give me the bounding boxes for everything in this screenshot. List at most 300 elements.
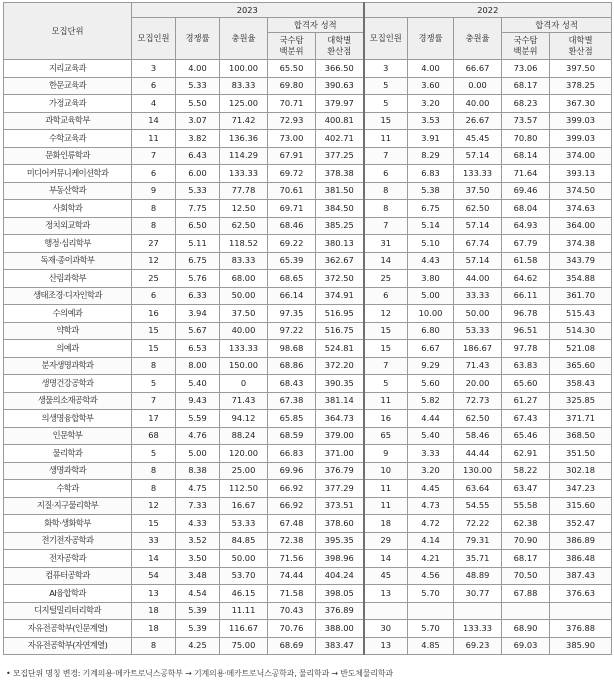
cell-converted-2022: 376.63 [550, 585, 612, 603]
cell-quota-2022: 5 [364, 375, 408, 393]
cell-quota-2023: 18 [132, 602, 176, 620]
table-row [4, 60, 612, 78]
cell-fill-rate-2023: 11.11 [220, 602, 268, 620]
cell-percentile-2023: 71.56 [268, 550, 316, 568]
cell-percentile-2023: 66.92 [268, 480, 316, 498]
cell-ratio-2023: 6.53 [176, 340, 220, 358]
cell-ratio-2022: 8.29 [408, 147, 454, 165]
cell-ratio-2022: 4.00 [408, 60, 454, 78]
cell-quota-2022: 25 [364, 270, 408, 288]
cell-ratio-2022: 9.29 [408, 357, 454, 375]
cell-fill-rate-2022: 0.00 [454, 77, 502, 95]
cell-unit: 컴퓨터공학과 [4, 567, 132, 585]
cell-percentile-2022: 64.93 [502, 217, 550, 235]
cell-percentile-2023: 97.35 [268, 305, 316, 323]
cell-unit: 과학교육학부 [4, 112, 132, 130]
cell-unit: 문화인류학과 [4, 147, 132, 165]
header-converted-2022: 대학별 환산점 [550, 33, 612, 60]
cell-converted-2022: 358.43 [550, 375, 612, 393]
cell-fill-rate-2023: 50.00 [220, 550, 268, 568]
cell-quota-2023: 7 [132, 147, 176, 165]
cell-ratio-2022: 3.33 [408, 445, 454, 463]
cell-fill-rate-2022: 54.55 [454, 497, 502, 515]
cell-converted-2022: 521.08 [550, 340, 612, 358]
cell-fill-rate-2023: 84.85 [220, 532, 268, 550]
cell-percentile-2023: 68.65 [268, 270, 316, 288]
cell-quota-2023: 6 [132, 287, 176, 305]
table-row [4, 200, 612, 218]
cell-ratio-2023: 5.11 [176, 235, 220, 253]
cell-unit: 정치외교학과 [4, 217, 132, 235]
cell-unit: 화학·생화학부 [4, 515, 132, 533]
cell-quota-2022: 6 [364, 287, 408, 305]
table-row [4, 480, 612, 498]
cell-percentile-2022: 73.57 [502, 112, 550, 130]
cell-fill-rate-2022: 57.14 [454, 252, 502, 270]
cell-percentile-2022: 96.78 [502, 305, 550, 323]
cell-percentile-2022: 61.58 [502, 252, 550, 270]
cell-quota-2023: 7 [132, 392, 176, 410]
cell-ratio-2023: 3.82 [176, 130, 220, 148]
cell-converted-2022: 351.50 [550, 445, 612, 463]
cell-ratio-2023: 3.52 [176, 532, 220, 550]
cell-converted-2023: 398.05 [316, 585, 364, 603]
footnote: • 모집단위 명칭 변경: 기계의용·메카트로닉스공학부 → 기계의용·메카트로닉스공학과, 물리학과 → 반도체물리학과 [6, 669, 393, 678]
cell-ratio-2023: 4.25 [176, 637, 220, 655]
cell-converted-2022: 354.88 [550, 270, 612, 288]
cell-percentile-2023: 69.71 [268, 200, 316, 218]
cell-fill-rate-2022: 72.73 [454, 392, 502, 410]
cell-converted-2023: 362.67 [316, 252, 364, 270]
cell-quota-2023: 8 [132, 462, 176, 480]
cell-fill-rate-2023: 53.70 [220, 567, 268, 585]
cell-percentile-2023: 67.91 [268, 147, 316, 165]
cell-ratio-2023: 5.40 [176, 375, 220, 393]
cell-fill-rate-2022: 48.89 [454, 567, 502, 585]
cell-converted-2023: 381.50 [316, 182, 364, 200]
cell-ratio-2023: 7.33 [176, 497, 220, 515]
cell-fill-rate-2023: 125.00 [220, 95, 268, 113]
cell-unit: 가정교육과 [4, 95, 132, 113]
cell-fill-rate-2022: 45.45 [454, 130, 502, 148]
cell-ratio-2023: 4.75 [176, 480, 220, 498]
cell-ratio-2023: 6.00 [176, 165, 220, 183]
cell-quota-2022: 9 [364, 445, 408, 463]
cell-quota-2022: 7 [364, 357, 408, 375]
header-ratio-2022: 경쟁률 [408, 18, 454, 60]
admissions-table-container [3, 2, 611, 655]
cell-percentile-2023: 68.59 [268, 427, 316, 445]
cell-ratio-2022: 5.70 [408, 585, 454, 603]
cell-unit: 산림과학부 [4, 270, 132, 288]
cell-fill-rate-2023: 50.00 [220, 287, 268, 305]
cell-unit: 미디어커뮤니케이션학과 [4, 165, 132, 183]
cell-ratio-2023: 4.54 [176, 585, 220, 603]
cell-fill-rate-2023: 53.33 [220, 515, 268, 533]
cell-ratio-2023: 8.00 [176, 357, 220, 375]
cell-quota-2023: 3 [132, 60, 176, 78]
cell-percentile-2022: 63.47 [502, 480, 550, 498]
cell-converted-2023: 377.29 [316, 480, 364, 498]
table-row [4, 462, 612, 480]
cell-converted-2023: 516.75 [316, 322, 364, 340]
cell-converted-2022: 386.48 [550, 550, 612, 568]
cell-ratio-2023: 4.00 [176, 60, 220, 78]
cell-fill-rate-2022: 57.14 [454, 217, 502, 235]
cell-quota-2023: 6 [132, 165, 176, 183]
cell-quota-2023: 5 [132, 375, 176, 393]
table-row [4, 532, 612, 550]
cell-fill-rate-2022: 40.00 [454, 95, 502, 113]
cell-converted-2022: 368.50 [550, 427, 612, 445]
cell-percentile-2023: 66.14 [268, 287, 316, 305]
cell-converted-2023: 381.14 [316, 392, 364, 410]
cell-ratio-2022: 4.56 [408, 567, 454, 585]
cell-quota-2022: 8 [364, 200, 408, 218]
cell-ratio-2022: 5.00 [408, 287, 454, 305]
cell-quota-2022: 30 [364, 620, 408, 638]
cell-converted-2023: 377.25 [316, 147, 364, 165]
cell-ratio-2023: 5.39 [176, 602, 220, 620]
cell-ratio-2023: 5.76 [176, 270, 220, 288]
cell-quota-2023: 13 [132, 585, 176, 603]
cell-ratio-2022: 3.60 [408, 77, 454, 95]
cell-fill-rate-2023: 150.00 [220, 357, 268, 375]
cell-percentile-2022: 70.50 [502, 567, 550, 585]
cell-quota-2022: 14 [364, 550, 408, 568]
cell-unit: 자유전공학부(인문계열) [4, 620, 132, 638]
cell-unit: 수학교육과 [4, 130, 132, 148]
cell-percentile-2022: 62.91 [502, 445, 550, 463]
table-row [4, 130, 612, 148]
header-fill-rate-2022: 충원율 [454, 18, 502, 60]
cell-ratio-2022: 10.00 [408, 305, 454, 323]
cell-converted-2023: 373.51 [316, 497, 364, 515]
cell-converted-2023: 524.81 [316, 340, 364, 358]
table-row [4, 497, 612, 515]
cell-quota-2022: 11 [364, 392, 408, 410]
cell-fill-rate-2023: 16.67 [220, 497, 268, 515]
header-result-2023: 합격자 성적 [268, 18, 364, 33]
cell-fill-rate-2022: 62.50 [454, 200, 502, 218]
table-row [4, 445, 612, 463]
cell-unit: 부동산학과 [4, 182, 132, 200]
table-row [4, 375, 612, 393]
cell-percentile-2022 [502, 602, 550, 620]
cell-ratio-2023: 7.75 [176, 200, 220, 218]
header-fill-rate-2023: 충원율 [220, 18, 268, 60]
cell-quota-2023: 14 [132, 112, 176, 130]
cell-fill-rate-2023: 40.00 [220, 322, 268, 340]
cell-unit: 사회학과 [4, 200, 132, 218]
cell-converted-2022: 347.23 [550, 480, 612, 498]
cell-fill-rate-2022: 67.74 [454, 235, 502, 253]
cell-percentile-2023: 74.44 [268, 567, 316, 585]
cell-percentile-2022: 70.90 [502, 532, 550, 550]
cell-fill-rate-2023: 133.33 [220, 340, 268, 358]
cell-percentile-2023: 65.39 [268, 252, 316, 270]
cell-percentile-2023: 68.86 [268, 357, 316, 375]
header-ratio-2023: 경쟁률 [176, 18, 220, 60]
cell-quota-2022: 8 [364, 182, 408, 200]
cell-unit: 생명건강공학과 [4, 375, 132, 393]
cell-fill-rate-2023: 75.00 [220, 637, 268, 655]
cell-converted-2022: 399.03 [550, 130, 612, 148]
cell-converted-2023: 371.00 [316, 445, 364, 463]
cell-converted-2023: 400.81 [316, 112, 364, 130]
cell-percentile-2023: 66.92 [268, 497, 316, 515]
cell-converted-2022: 387.43 [550, 567, 612, 585]
cell-ratio-2022: 3.20 [408, 95, 454, 113]
cell-converted-2023: 390.63 [316, 77, 364, 95]
cell-ratio-2023: 4.33 [176, 515, 220, 533]
cell-quota-2022: 10 [364, 462, 408, 480]
table-row [4, 357, 612, 375]
cell-percentile-2022: 65.60 [502, 375, 550, 393]
cell-percentile-2023: 66.83 [268, 445, 316, 463]
cell-fill-rate-2022: 72.22 [454, 515, 502, 533]
cell-converted-2023: 404.24 [316, 567, 364, 585]
cell-ratio-2022: 3.20 [408, 462, 454, 480]
cell-converted-2022: 378.25 [550, 77, 612, 95]
cell-percentile-2022: 67.79 [502, 235, 550, 253]
cell-percentile-2022: 70.80 [502, 130, 550, 148]
table-row [4, 182, 612, 200]
cell-quota-2022: 11 [364, 497, 408, 515]
cell-unit: 독재·종이과학부 [4, 252, 132, 270]
cell-percentile-2022: 66.11 [502, 287, 550, 305]
cell-percentile-2023: 69.80 [268, 77, 316, 95]
cell-converted-2023: 372.20 [316, 357, 364, 375]
cell-converted-2022: 397.50 [550, 60, 612, 78]
cell-quota-2023: 8 [132, 357, 176, 375]
table-row [4, 515, 612, 533]
cell-fill-rate-2022: 69.23 [454, 637, 502, 655]
cell-ratio-2023: 9.43 [176, 392, 220, 410]
cell-fill-rate-2023: 88.24 [220, 427, 268, 445]
cell-converted-2022: 376.88 [550, 620, 612, 638]
cell-ratio-2022: 5.38 [408, 182, 454, 200]
cell-quota-2023: 17 [132, 410, 176, 428]
cell-unit: 지질·지구물리학부 [4, 497, 132, 515]
cell-fill-rate-2022: 133.33 [454, 620, 502, 638]
table-row [4, 165, 612, 183]
cell-percentile-2022: 68.17 [502, 77, 550, 95]
cell-converted-2023: 376.89 [316, 602, 364, 620]
cell-ratio-2022 [408, 602, 454, 620]
table-row [4, 602, 612, 620]
cell-percentile-2023: 97.22 [268, 322, 316, 340]
cell-converted-2022 [550, 602, 612, 620]
table-row [4, 637, 612, 655]
cell-converted-2023: 385.25 [316, 217, 364, 235]
cell-unit: 의생명융합학부 [4, 410, 132, 428]
cell-quota-2023: 33 [132, 532, 176, 550]
table-row [4, 392, 612, 410]
cell-quota-2022: 7 [364, 147, 408, 165]
cell-converted-2022: 361.70 [550, 287, 612, 305]
cell-quota-2023: 18 [132, 620, 176, 638]
cell-ratio-2023: 5.00 [176, 445, 220, 463]
header-percentile-2023: 국수탐 백분위 [268, 33, 316, 60]
header-year-2023: 2023 [132, 3, 364, 18]
cell-unit: 인문학부 [4, 427, 132, 445]
cell-converted-2023: 516.95 [316, 305, 364, 323]
cell-converted-2023: 366.50 [316, 60, 364, 78]
cell-unit: 전기전자공학과 [4, 532, 132, 550]
cell-fill-rate-2023: 112.50 [220, 480, 268, 498]
cell-converted-2023: 395.35 [316, 532, 364, 550]
cell-quota-2022: 15 [364, 112, 408, 130]
cell-converted-2022: 374.50 [550, 182, 612, 200]
cell-fill-rate-2022 [454, 602, 502, 620]
cell-converted-2023: 384.50 [316, 200, 364, 218]
cell-quota-2022: 11 [364, 480, 408, 498]
table-body [4, 60, 612, 655]
cell-quota-2023: 5 [132, 445, 176, 463]
cell-quota-2023: 12 [132, 252, 176, 270]
cell-percentile-2023: 69.72 [268, 165, 316, 183]
cell-percentile-2023: 72.93 [268, 112, 316, 130]
cell-unit: 생태조경·디자인학과 [4, 287, 132, 305]
cell-ratio-2022: 4.73 [408, 497, 454, 515]
table-row [4, 410, 612, 428]
cell-percentile-2022: 73.06 [502, 60, 550, 78]
cell-percentile-2023: 69.96 [268, 462, 316, 480]
cell-percentile-2023: 67.38 [268, 392, 316, 410]
cell-converted-2022: 374.63 [550, 200, 612, 218]
table-row [4, 567, 612, 585]
cell-fill-rate-2022: 53.33 [454, 322, 502, 340]
cell-converted-2022: 399.03 [550, 112, 612, 130]
cell-quota-2023: 16 [132, 305, 176, 323]
cell-quota-2022: 5 [364, 77, 408, 95]
cell-converted-2023: 379.97 [316, 95, 364, 113]
cell-fill-rate-2023: 71.42 [220, 112, 268, 130]
table-row [4, 217, 612, 235]
cell-fill-rate-2022: 30.77 [454, 585, 502, 603]
cell-quota-2022 [364, 602, 408, 620]
cell-quota-2022: 65 [364, 427, 408, 445]
cell-ratio-2023: 3.07 [176, 112, 220, 130]
cell-quota-2022: 13 [364, 637, 408, 655]
cell-fill-rate-2023: 114.29 [220, 147, 268, 165]
cell-converted-2023: 376.79 [316, 462, 364, 480]
cell-unit: 생물의소재공학과 [4, 392, 132, 410]
cell-percentile-2023: 69.22 [268, 235, 316, 253]
cell-percentile-2022: 68.23 [502, 95, 550, 113]
cell-converted-2022: 371.71 [550, 410, 612, 428]
cell-percentile-2022: 68.17 [502, 550, 550, 568]
cell-ratio-2022: 5.82 [408, 392, 454, 410]
cell-percentile-2022: 67.88 [502, 585, 550, 603]
header-quota-2023: 모집인원 [132, 18, 176, 60]
cell-unit: 분자생명과학과 [4, 357, 132, 375]
table-row [4, 340, 612, 358]
cell-converted-2022: 514.30 [550, 322, 612, 340]
cell-ratio-2023: 5.33 [176, 182, 220, 200]
cell-percentile-2022: 63.83 [502, 357, 550, 375]
cell-fill-rate-2023: 136.36 [220, 130, 268, 148]
cell-unit: 수학과 [4, 480, 132, 498]
cell-percentile-2023: 70.61 [268, 182, 316, 200]
cell-fill-rate-2022: 26.67 [454, 112, 502, 130]
table-row [4, 77, 612, 95]
cell-quota-2023: 14 [132, 550, 176, 568]
cell-converted-2022: 352.47 [550, 515, 612, 533]
cell-percentile-2023: 68.43 [268, 375, 316, 393]
cell-unit: 자유전공학부(자연계열) [4, 637, 132, 655]
cell-quota-2022: 15 [364, 322, 408, 340]
cell-percentile-2022: 71.64 [502, 165, 550, 183]
cell-unit: 의예과 [4, 340, 132, 358]
cell-ratio-2023: 6.75 [176, 252, 220, 270]
cell-fill-rate-2023: 0 [220, 375, 268, 393]
cell-fill-rate-2023: 12.50 [220, 200, 268, 218]
cell-converted-2023: 398.96 [316, 550, 364, 568]
cell-quota-2022: 11 [364, 130, 408, 148]
cell-ratio-2022: 4.85 [408, 637, 454, 655]
cell-fill-rate-2023: 83.33 [220, 77, 268, 95]
cell-percentile-2022: 96.51 [502, 322, 550, 340]
header-converted-2023: 대학별 환산점 [316, 33, 364, 60]
cell-quota-2022: 15 [364, 340, 408, 358]
cell-fill-rate-2022: 63.64 [454, 480, 502, 498]
cell-fill-rate-2022: 62.50 [454, 410, 502, 428]
cell-percentile-2022: 62.38 [502, 515, 550, 533]
cell-quota-2023: 54 [132, 567, 176, 585]
cell-ratio-2023: 4.76 [176, 427, 220, 445]
cell-fill-rate-2023: 71.43 [220, 392, 268, 410]
cell-fill-rate-2022: 44.44 [454, 445, 502, 463]
cell-fill-rate-2023: 68.00 [220, 270, 268, 288]
cell-converted-2022: 386.89 [550, 532, 612, 550]
cell-quota-2022: 12 [364, 305, 408, 323]
cell-quota-2022: 16 [364, 410, 408, 428]
cell-converted-2022: 515.43 [550, 305, 612, 323]
cell-percentile-2023: 68.69 [268, 637, 316, 655]
cell-quota-2023: 8 [132, 637, 176, 655]
cell-fill-rate-2023: 120.00 [220, 445, 268, 463]
table-row [4, 287, 612, 305]
cell-percentile-2023: 65.85 [268, 410, 316, 428]
cell-fill-rate-2023: 46.15 [220, 585, 268, 603]
cell-ratio-2022: 3.80 [408, 270, 454, 288]
cell-quota-2022: 5 [364, 95, 408, 113]
cell-converted-2022: 385.90 [550, 637, 612, 655]
cell-ratio-2023: 8.38 [176, 462, 220, 480]
cell-fill-rate-2023: 94.12 [220, 410, 268, 428]
cell-percentile-2023: 70.43 [268, 602, 316, 620]
cell-fill-rate-2022: 20.00 [454, 375, 502, 393]
cell-fill-rate-2022: 44.00 [454, 270, 502, 288]
cell-ratio-2022: 4.44 [408, 410, 454, 428]
header-percentile-2022: 국수탐 백분위 [502, 33, 550, 60]
cell-percentile-2022: 69.03 [502, 637, 550, 655]
cell-fill-rate-2023: 118.52 [220, 235, 268, 253]
cell-percentile-2023: 65.50 [268, 60, 316, 78]
cell-converted-2023: 378.38 [316, 165, 364, 183]
cell-converted-2023: 372.50 [316, 270, 364, 288]
cell-converted-2022: 393.13 [550, 165, 612, 183]
table-row [4, 305, 612, 323]
cell-percentile-2023: 71.58 [268, 585, 316, 603]
cell-percentile-2023: 98.68 [268, 340, 316, 358]
cell-converted-2023: 379.00 [316, 427, 364, 445]
cell-percentile-2023: 72.38 [268, 532, 316, 550]
cell-converted-2023: 380.13 [316, 235, 364, 253]
cell-ratio-2022: 3.91 [408, 130, 454, 148]
